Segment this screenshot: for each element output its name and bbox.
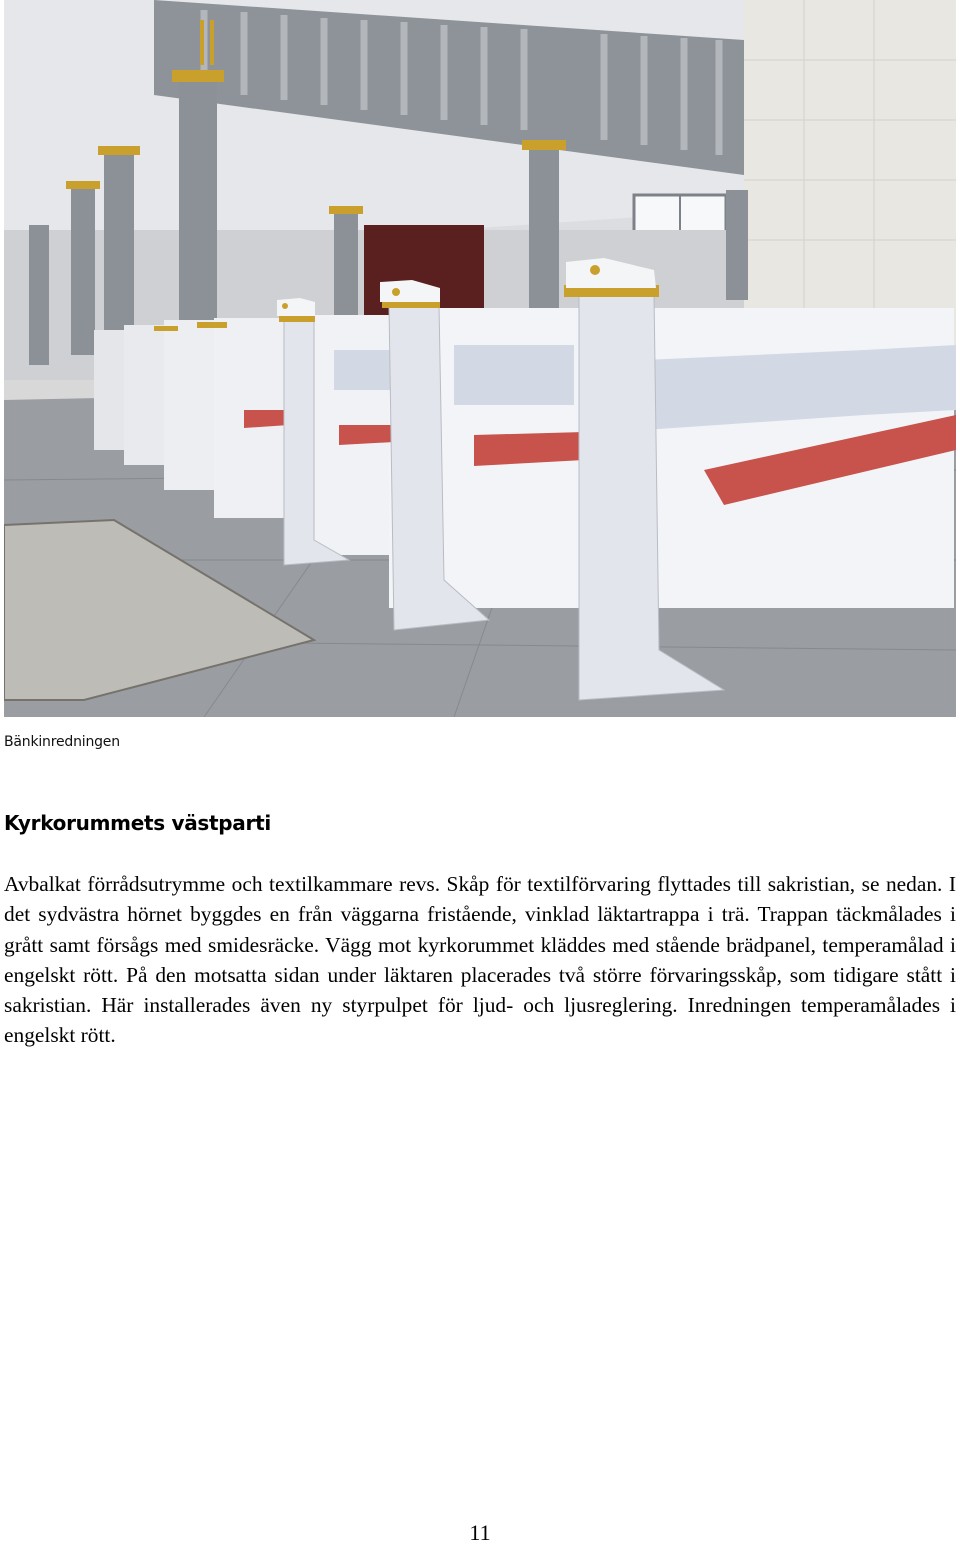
section-heading: Kyrkorummets västparti: [4, 811, 271, 835]
church-pews-photo: [4, 0, 956, 717]
figure-caption: Bänkinredningen: [4, 734, 120, 750]
church-pews-illustration: [4, 0, 956, 717]
page-number: 11: [469, 1520, 491, 1545]
body-paragraph: Avbalkat förrådsutrymme och textilkammare revs. Skåp för textilförvaring flyttades till sakristian, se nedan. I det sydvästra hörnet byggdes en från väggarna fristående, vinklad läktartrappa i trä. Trappan täckmålades i grått samt försågs med smidesräcke. Vägg mot kyrkorummet kläddes med stående brädpanel, temperamålad i engelskt rött. På den motsatta sidan under läktaren placerades två större förvaringsskåp, som tidigare stått i sakristian. Här installerades även ny styrpulpet för ljud- och ljusreglering. Inredningen temperamålades i engelskt rött.: [4, 872, 956, 1048]
